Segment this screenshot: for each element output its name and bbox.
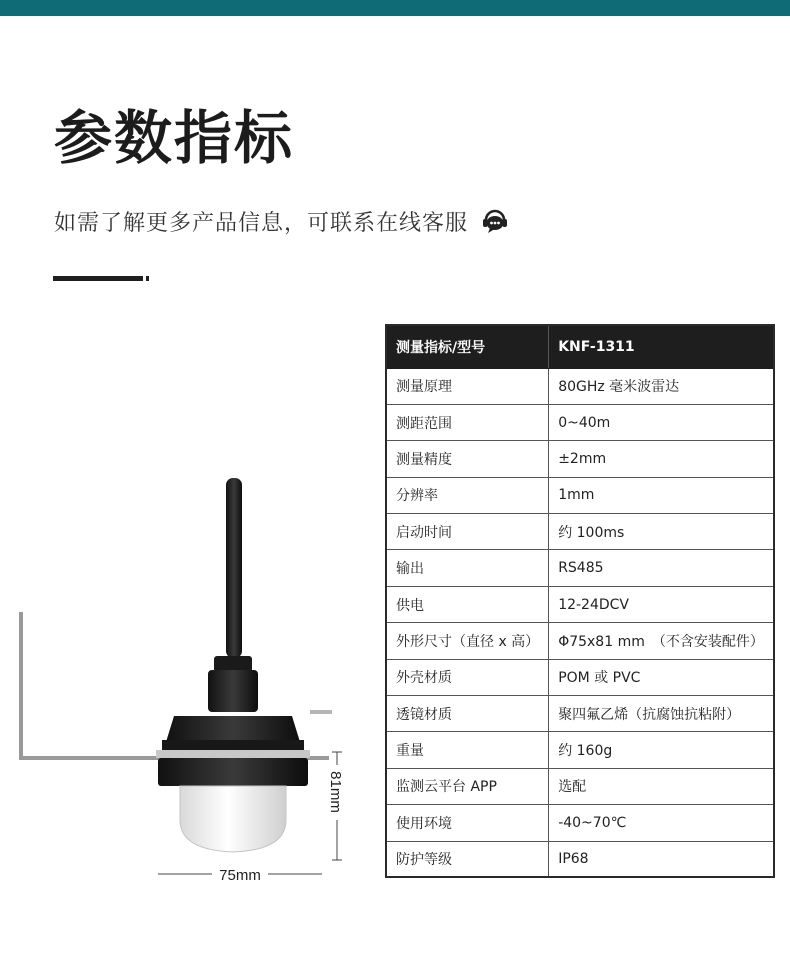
contact-row bbox=[54, 203, 512, 239]
table-row bbox=[386, 805, 774, 841]
spec-value: 选配 bbox=[549, 768, 774, 804]
header-label-cell: 测量指标/型号 bbox=[386, 325, 549, 368]
spec-value: ±2mm bbox=[549, 441, 774, 477]
table-row bbox=[386, 659, 774, 695]
table-row bbox=[386, 841, 774, 877]
spec-label: 外壳材质 bbox=[386, 659, 549, 695]
spec-label: 外形尺寸（直径 x 高） bbox=[386, 623, 549, 659]
spec-label: 使用环境 bbox=[386, 805, 549, 841]
spec-label: 分辨率 bbox=[386, 477, 549, 513]
title-underline bbox=[53, 276, 143, 281]
product-image-radar-sensor bbox=[0, 460, 370, 900]
spec-value: 约 100ms bbox=[549, 514, 774, 550]
table-row bbox=[386, 477, 774, 513]
spec-value: RS485 bbox=[549, 550, 774, 586]
spec-label: 启动时间 bbox=[386, 514, 549, 550]
spec-table bbox=[385, 324, 775, 878]
header-model-cell: KNF-1311 bbox=[549, 325, 774, 368]
spec-value: -40~70℃ bbox=[549, 805, 774, 841]
sensor-housing bbox=[156, 716, 310, 786]
contact-text: 如需了解更多产品信息，可联系在线客服 bbox=[54, 210, 469, 236]
spec-value: 12-24DCV bbox=[549, 586, 774, 622]
spec-value: 约 160g bbox=[549, 732, 774, 768]
table-row bbox=[386, 623, 774, 659]
table-row bbox=[386, 550, 774, 586]
antenna bbox=[208, 478, 258, 712]
customer-service-chat-icon[interactable] bbox=[478, 204, 512, 238]
spec-value: 0~40m bbox=[549, 404, 774, 440]
spec-label: 测量精度 bbox=[386, 441, 549, 477]
table-header-row bbox=[386, 325, 774, 368]
lens-dome bbox=[180, 786, 286, 852]
spec-value: 1mm bbox=[549, 477, 774, 513]
spec-label: 测量原理 bbox=[386, 368, 549, 404]
spec-label: 输出 bbox=[386, 550, 549, 586]
spec-value: POM 或 PVC bbox=[549, 659, 774, 695]
table-row bbox=[386, 768, 774, 804]
top-accent-bar bbox=[0, 0, 790, 16]
table-row bbox=[386, 441, 774, 477]
spec-label: 测距范围 bbox=[386, 404, 549, 440]
spec-value: IP68 bbox=[549, 841, 774, 877]
table-row bbox=[386, 696, 774, 732]
spec-value: Φ75x81 mm （不含安装配件） bbox=[549, 623, 774, 659]
title-underline-tick bbox=[146, 276, 149, 281]
spec-value: 80GHz 毫米波雷达 bbox=[549, 368, 774, 404]
spec-value: 聚四氟乙烯（抗腐蚀抗粘附） bbox=[549, 696, 774, 732]
height-dimension-label: 81mm bbox=[327, 771, 344, 813]
table-row bbox=[386, 368, 774, 404]
width-dimension-label: 75mm bbox=[219, 867, 261, 884]
spec-label: 供电 bbox=[386, 586, 549, 622]
table-row bbox=[386, 404, 774, 440]
table-row bbox=[386, 586, 774, 622]
spec-label: 监测云平台 APP bbox=[386, 768, 549, 804]
spec-label: 透镜材质 bbox=[386, 696, 549, 732]
spec-label: 防护等级 bbox=[386, 841, 549, 877]
spec-label: 重量 bbox=[386, 732, 549, 768]
table-row bbox=[386, 732, 774, 768]
page-title: 参数指标 bbox=[54, 104, 295, 172]
table-row bbox=[386, 514, 774, 550]
